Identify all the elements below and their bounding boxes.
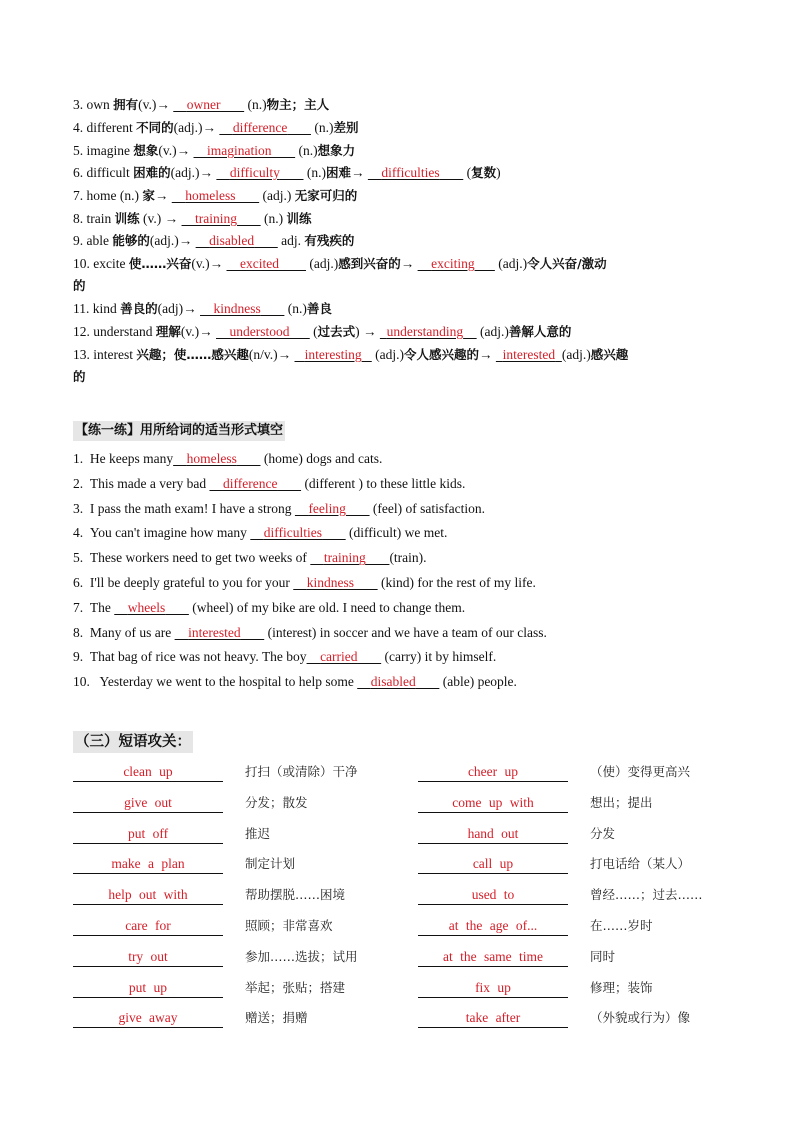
answer-blank: understood bbox=[229, 324, 290, 339]
phrase-row-left bbox=[73, 855, 295, 874]
phrase-row-right bbox=[418, 794, 653, 813]
answer-blank: kindness bbox=[213, 301, 261, 316]
phrase-answer: used to bbox=[418, 886, 568, 905]
answer-blank: difference bbox=[232, 120, 288, 135]
phrase-answer: at the same time bbox=[418, 948, 568, 967]
phrase-answer: cheer up bbox=[418, 763, 568, 782]
answer-blank: imagination bbox=[207, 143, 272, 158]
practice-item: 7. The wheels (wheel) of my bike are old. I need to change them. bbox=[73, 599, 466, 615]
phrase-meaning: 帮助摆脱……困境 bbox=[245, 887, 346, 903]
answer-blank: difficulties bbox=[381, 165, 440, 180]
practice-heading: 【练一练】用所给词的适当形式填空 bbox=[73, 421, 285, 441]
phrase-meaning: 打电话给（某人） bbox=[590, 856, 691, 872]
answer-blank: disabled bbox=[370, 674, 416, 690]
word-form-line-11: 11. kind 善良的(adj)→ kindness (n.)善良 bbox=[73, 301, 332, 316]
answer-blank: carried bbox=[320, 649, 358, 665]
answer-blank: homeless bbox=[185, 188, 236, 203]
answer-blank: interested bbox=[188, 624, 241, 640]
word-form-line-10: 10. excite 使……兴奋(v.)→ excited (adj.)感到兴奋的→ exciting (adj.)令人兴奋/激动 bbox=[73, 256, 607, 271]
phrase-row-right bbox=[418, 855, 690, 874]
phrase-meaning: 照顾；非常喜欢 bbox=[245, 918, 333, 933]
phrase-row-left bbox=[73, 886, 345, 905]
phrase-meaning: 赠送；捐赠 bbox=[245, 1010, 308, 1026]
phrase-row-right bbox=[418, 825, 615, 844]
answer-blank: owner bbox=[186, 97, 221, 112]
practice-item: 8. Many of us are interested (interest) in soccer and we have a team of our class. bbox=[73, 624, 547, 640]
answer-blank: difficulties bbox=[263, 525, 323, 541]
answer-blank: wheels bbox=[127, 599, 166, 615]
phrase-meaning: 修理；装饰 bbox=[590, 979, 653, 995]
practice-item: 1. He keeps many homeless (home) dogs and cats. bbox=[73, 451, 383, 466]
phrase-answer: give away bbox=[73, 1009, 223, 1028]
phrase-row-left bbox=[73, 794, 308, 813]
phrase-row-left bbox=[73, 948, 358, 967]
practice-item: 3. I pass the math exam! I have a strong feeling (feel) of satisfaction. bbox=[73, 500, 485, 516]
answer-blank: understanding bbox=[386, 324, 464, 339]
answer-blank: training bbox=[195, 211, 238, 226]
phrase-answer: put up bbox=[73, 979, 223, 998]
answer-blank: exciting bbox=[431, 256, 475, 271]
answer-blank: feeling bbox=[308, 500, 346, 516]
phrase-meaning: 举起；张贴；搭建 bbox=[245, 979, 346, 995]
phrase-row-right bbox=[418, 1009, 690, 1028]
answer-blank: interesting bbox=[304, 347, 362, 362]
phrase-row-left bbox=[73, 763, 358, 782]
phrase-answer: make a plan bbox=[73, 855, 223, 874]
phrase-meaning: 参加……选拔；试用 bbox=[245, 948, 358, 964]
practice-item: 9. That bag of rice was not heavy. The boy carried (carry) it by himself. bbox=[73, 649, 497, 665]
phrases-heading: （三）短语攻关： bbox=[73, 731, 193, 753]
word-form-line-4: 4. different 不同的(adj.)→ difference (n.)差别 bbox=[73, 120, 359, 135]
phrase-meaning: 分发；散发 bbox=[245, 794, 308, 810]
phrase-meaning: 曾经……；过去…… bbox=[590, 887, 703, 903]
phrase-meaning: 分发 bbox=[590, 825, 616, 841]
phrase-answer: give out bbox=[73, 794, 223, 813]
phrase-answer: take after bbox=[418, 1009, 568, 1028]
phrase-row-left bbox=[73, 1009, 308, 1028]
word-form-line-3: 3. own 拥有(v.)→ owner (n.)物主；主人 bbox=[73, 97, 330, 112]
practice-item: 2. This made a very bad difference (different ) to these little kids. bbox=[73, 475, 466, 491]
answer-blank: excited bbox=[240, 256, 279, 271]
word-form-line-8: 8. train 训练 (v.) → training (n.) 训练 bbox=[73, 211, 312, 226]
phrase-meaning: 想出；提出 bbox=[590, 794, 653, 810]
phrase-meaning: （使）变得更高兴 bbox=[590, 764, 691, 779]
answer-blank: training bbox=[323, 550, 366, 566]
phrase-answer: care for bbox=[73, 917, 223, 936]
word-form-line-13-cont: 的 bbox=[73, 369, 86, 384]
answer-blank: disabled bbox=[209, 233, 255, 248]
phrase-row-right bbox=[418, 979, 653, 998]
word-form-line-10-cont: 的 bbox=[73, 278, 86, 293]
phrase-row-right bbox=[418, 763, 690, 782]
phrase-answer: clean up bbox=[73, 763, 223, 782]
phrase-row-left bbox=[73, 917, 333, 936]
phrase-row-right bbox=[418, 886, 703, 905]
word-form-line-7: 7. home (n.) 家→ homeless (adj.) 无家可归的 bbox=[73, 188, 358, 203]
answer-blank: kindness bbox=[306, 575, 354, 590]
word-form-line-9: 9. able 能够的(adj.)→ disabled adj. 有残疾的 bbox=[73, 233, 355, 248]
answer-blank: homeless bbox=[186, 451, 237, 466]
phrase-meaning: 打扫（或清除）干净 bbox=[245, 764, 358, 779]
phrase-row-right bbox=[418, 948, 615, 967]
phrase-meaning: 同时 bbox=[590, 948, 616, 964]
word-form-line-13: 13. interest 兴趣；使……感兴趣(n/v.)→ interesting (adj.)令人感兴趣的→ interested (adj.)感兴趣 bbox=[73, 347, 629, 362]
phrase-meaning: （外貌或行为）像 bbox=[590, 1010, 691, 1026]
practice-item: 5. These workers need to get two weeks of training (train). bbox=[73, 550, 427, 566]
phrase-answer: at the age of... bbox=[418, 917, 568, 936]
answer-blank: difference bbox=[222, 475, 278, 491]
phrase-row-left bbox=[73, 825, 270, 844]
phrase-meaning: 在……岁时 bbox=[590, 918, 653, 933]
phrase-meaning: 推迟 bbox=[245, 825, 271, 841]
phrase-answer: call up bbox=[418, 855, 568, 874]
phrase-row-right bbox=[418, 917, 653, 936]
phrase-answer: help out with bbox=[73, 886, 223, 905]
practice-item: 6. I'll be deeply grateful to you for your kindness (kind) for the rest of my life. bbox=[73, 575, 536, 590]
phrase-answer: put off bbox=[73, 825, 223, 844]
answer-blank: interested bbox=[502, 347, 556, 362]
word-form-line-6: 6. difficult 困难的(adj.)→ difficulty (n.)困难→ difficulties (复数) bbox=[73, 165, 501, 180]
phrase-row-left bbox=[73, 979, 345, 998]
phrase-answer: try out bbox=[73, 948, 223, 967]
answer-blank: difficulty bbox=[229, 165, 280, 180]
word-form-line-5: 5. imagine 想象(v.)→ imagination (n.)想象力 bbox=[73, 143, 356, 158]
word-form-line-12: 12. understand 理解(v.)→ understood (过去式) → understanding (adj.)善解人意的 bbox=[73, 324, 572, 339]
phrase-answer: come up with bbox=[418, 794, 568, 813]
phrase-answer: fix up bbox=[418, 979, 568, 998]
phrase-answer: hand out bbox=[418, 825, 568, 844]
phrase-meaning: 制定计划 bbox=[245, 856, 296, 872]
practice-item: 4. You can't imagine how many difficulties (difficult) we met. bbox=[73, 525, 448, 541]
practice-item: 10. Yesterday we went to the hospital to help some disabled (able) people. bbox=[73, 674, 517, 690]
